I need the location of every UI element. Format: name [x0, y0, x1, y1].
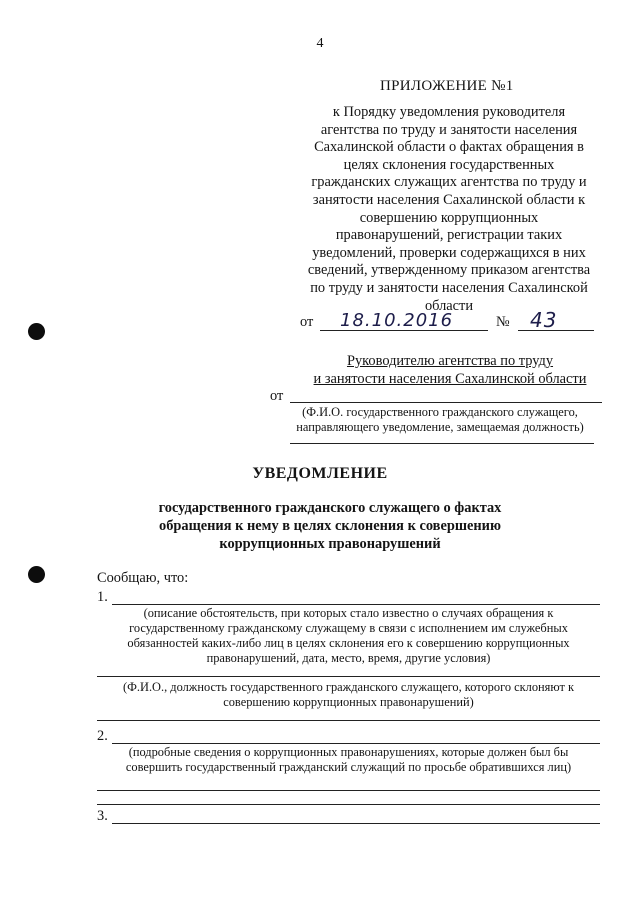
notice-subtitle-2: обращения к нему в целях склонения к совершению — [159, 518, 501, 534]
item-2-line-2 — [97, 790, 600, 791]
punch-hole-bottom — [28, 566, 45, 583]
addressee-line-2: и занятости населения Сахалинской области — [313, 371, 587, 387]
item-2-line-3 — [97, 804, 600, 805]
item-1-hint-2-line: (Ф.И.О., должность государственного гражданского служащего, которого склоняют к — [122, 680, 574, 694]
addressee-from-label: от — [270, 388, 284, 404]
item-1-hint-line: (описание обстоятельств, при которых стало известно о случаях обращения к — [143, 606, 554, 620]
number-label: № — [496, 314, 510, 330]
sender-hint-2: направляющего уведомление, замещаемая должность) — [296, 420, 584, 434]
date-from-label: от — [300, 314, 314, 330]
intro-text: Сообщаю, что: — [97, 570, 189, 586]
item-1-number: 1. — [97, 589, 108, 605]
appendix-text — [296, 104, 602, 315]
appendix-line: гражданских служащих агентства по труду и — [311, 174, 587, 191]
item-1-hint-2 — [97, 680, 600, 710]
appendix-line: сведений, утвержденному приказом агентства — [307, 262, 591, 279]
sender-hint-1: (Ф.И.О. государственного гражданского служащего, — [302, 405, 578, 419]
appendix-line: занятости населения Сахалинской области к — [312, 191, 586, 208]
item-1-hint-line: государственному гражданскому служащему в связи с исполнением им служебных — [129, 621, 568, 635]
item-1-line-3 — [97, 720, 600, 721]
notice-subtitle-3: коррупционных правонарушений — [219, 536, 441, 552]
item-1-hint — [97, 606, 600, 666]
sender-name-line — [290, 402, 602, 403]
item-1-hint-line: правонарушений, дата, место, время, другие условия) — [206, 651, 491, 665]
item-2-line — [112, 743, 600, 744]
appendix-line: Сахалинской области о фактах обращения в — [314, 139, 584, 156]
appendix-line: области — [424, 297, 474, 314]
item-2-hint-line: совершить государственный гражданский служащий по просьбе обратившихся лиц) — [125, 760, 572, 774]
item-2-hint-line: (подробные сведения о коррупционных правонарушениях, которые должен был бы — [128, 745, 569, 759]
appendix-line: правонарушений, регистрации таких — [335, 227, 563, 244]
item-1-line — [112, 604, 600, 605]
appendix-title: ПРИЛОЖЕНИЕ №1 — [380, 78, 514, 94]
appendix-line: целях склонения государственных — [343, 156, 555, 173]
item-3-number: 3. — [97, 808, 108, 824]
appendix-line: по труду и занятости населения Сахалинской — [310, 279, 588, 296]
appendix-line: агентства по труду и занятости населения — [320, 121, 578, 138]
order-date-value: 18.10.2016 — [340, 310, 454, 331]
item-1-hint-2-line: совершению коррупционных правонарушений) — [223, 695, 474, 709]
appendix-line: уведомлений, проверки содержащихся в них — [312, 244, 586, 261]
sender-position-line — [290, 443, 594, 444]
page-number: 4 — [316, 36, 324, 51]
item-3-line — [112, 823, 600, 824]
notice-title: УВЕДОМЛЕНИЕ — [252, 465, 388, 482]
appendix-line: к Порядку уведомления руководителя — [332, 104, 566, 120]
order-number-value: 43 — [530, 308, 558, 332]
addressee-line-1: Руководителю агентства по труду — [346, 353, 554, 369]
appendix-line: совершению коррупционных — [359, 209, 539, 226]
item-1-line-2 — [97, 676, 600, 677]
item-1-hint-line: обязанностей каких-либо лиц в целях склонения его к совершению коррупционных — [127, 636, 570, 650]
notice-subtitle-1: государственного гражданского служащего о фактах — [158, 500, 502, 516]
item-2-number: 2. — [97, 728, 108, 744]
punch-hole-top — [28, 323, 45, 340]
item-2-hint — [97, 745, 600, 775]
